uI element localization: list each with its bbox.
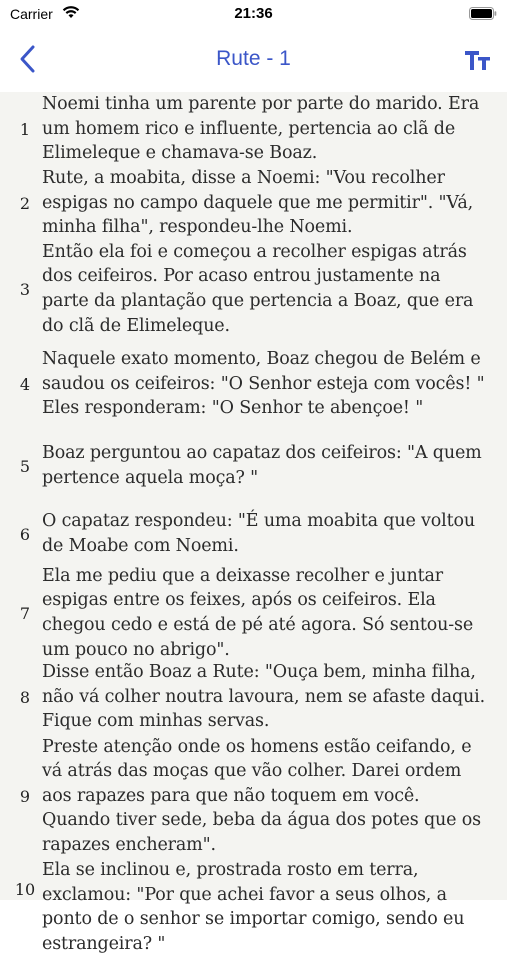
verse-text: Boaz perguntou ao capataz dos ceifeiros: "A quem pertence aquela moça? ": [42, 443, 482, 488]
verse-row: [0, 566, 507, 660]
back-button[interactable]: [14, 42, 44, 76]
verse-number: 2: [19, 193, 31, 213]
verse-row: [0, 734, 507, 858]
verse-text: Preste atenção onde os homens estão ceifando, e vá atrás das moças que vão colher. Darei ordem aos rapazes para que não toquem em você. Quando tiver sede, beba da água dos potes que os rapazes encheram".: [42, 736, 481, 855]
status-time: 21:36: [234, 5, 273, 22]
verse-number: 3: [19, 279, 31, 299]
verse-number: 4: [19, 374, 31, 394]
verse-row: [0, 660, 507, 734]
chapter-content[interactable]: [0, 92, 507, 954]
verse-number: 9: [19, 786, 31, 806]
verse-row: [0, 858, 507, 954]
verse-text: Noemi tinha um parente por parte do marido. Era um homem rico e influente, pertencia ao clã de Elimeleque e chamava-se Boaz.: [42, 94, 480, 164]
verse-text: Ela me pediu que a deixasse recolher e juntar espigas entre os feixes, após os ceifeiros. Ela chegou cedo e está de pé até agora. Só sentou-se um pouco no abrigo".: [42, 565, 474, 660]
verse-row: [0, 166, 507, 240]
verse-row: [0, 430, 507, 502]
text-size-icon: [463, 46, 493, 74]
verse-number: 7: [19, 603, 31, 623]
verse-text: Rute, a moabita, disse a Noemi: "Vou recolher espigas no campo daquele que me permitir". "Vá, minha filha", respondeu-lhe Noemi.: [42, 168, 474, 238]
verse-row: [0, 240, 507, 338]
verse-text: O capataz respondeu: "É uma moabita que voltou de Moabe com Noemi.: [42, 511, 476, 556]
verse-row: [0, 502, 507, 566]
verse-text: Disse então Boaz a Rute: "Ouça bem, minha filha, não vá colher noutra lavoura, nem se afaste daqui. Fique com minhas servas.: [42, 662, 486, 732]
verse-row: [0, 338, 507, 430]
page-title: Rute - 1: [216, 47, 291, 70]
verse-number: 5: [19, 456, 31, 476]
verse-number: 6: [19, 524, 31, 544]
carrier-label: Carrier: [10, 6, 53, 22]
navigation-bar: [0, 28, 507, 92]
verse-row: [0, 92, 507, 166]
verse-text: Ela se inclinou e, prostrada rosto em terra, exclamou: "Por que achei favor a seus olhos, a ponto de o senhor se importar comigo, sendo eu estrangeira? ": [42, 860, 465, 954]
status-bar: [0, 0, 507, 28]
chevron-left-icon: [14, 42, 44, 76]
verse-number: 10: [14, 880, 36, 899]
verse-text: Naquele exato momento, Boaz chegou de Belém e saudou os ceifeiros: "O Senhor esteja com vocês! " Eles responderam: "O Senhor te abençoe! ": [42, 349, 485, 419]
battery-icon: [469, 7, 497, 20]
text-size-button[interactable]: [463, 46, 493, 74]
verse-number: 1: [19, 119, 31, 139]
verse-number: 8: [19, 687, 31, 707]
verse-text: Então ela foi e começou a recolher espigas atrás dos ceifeiros. Por acaso entrou justamente na parte da plantação que pertencia a Boaz, que era do clã de Elimeleque.: [42, 241, 474, 336]
